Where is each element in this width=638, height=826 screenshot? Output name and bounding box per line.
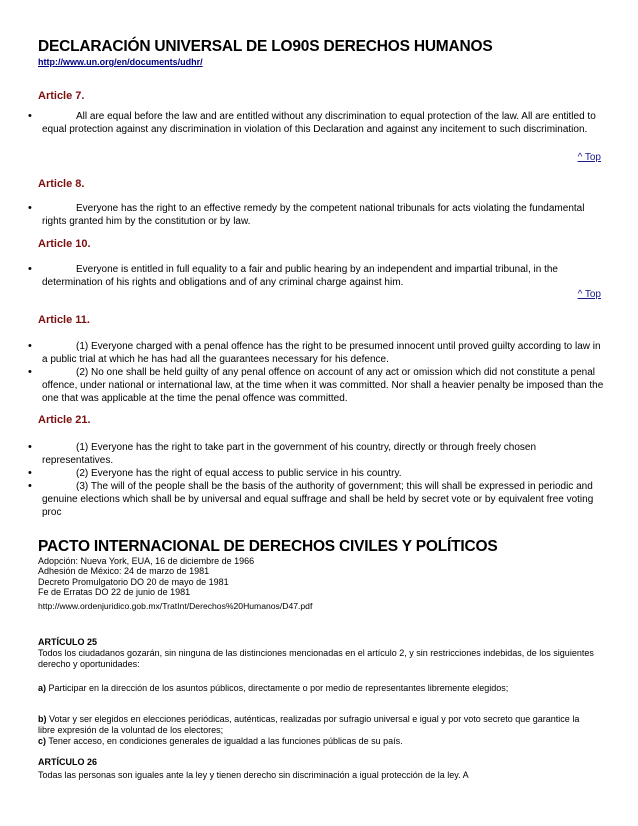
article-10-heading: Article 10.	[38, 238, 91, 250]
article-8-text: Everyone has the right to an effective remedy by the competent national tribunals for acts violating the fundamental rights granted him by the constitution or by law.	[42, 203, 585, 227]
pacto-title: PACTO INTERNACIONAL DE DERECHOS CIVILES Y POLÍTICOS	[38, 538, 498, 555]
pacto-url[interactable]: http://www.ordenjuridico.gob.mx/TratInt/Derechos%20Humanos/D47.pdf	[38, 601, 313, 611]
back-to-top-link[interactable]: ^ Top	[577, 152, 601, 163]
document-title: DECLARACIÓN UNIVERSAL DE LO90S DERECHOS HUMANOS	[38, 38, 493, 55]
bullet-icon: •	[28, 467, 32, 479]
articulo-25-intro: Todos los ciudadanos gozarán, sin ninguna de las distinciones mencionadas en el artículo 2, y sin restricciones indebidas, de los siguientes derecho y oportunidades:	[38, 648, 594, 669]
article-21-para-1: (1) Everyone has the right to take part in the government of his country, directly or through freely chosen representatives.	[42, 442, 537, 466]
article-11-heading: Article 11.	[38, 314, 90, 326]
udhr-link[interactable]: http://www.un.org/en/documents/udhr/	[38, 57, 203, 67]
articulo-26-text: Todas las personas son iguales ante la ley y tienen derecho sin discriminación a igual protección de la ley. A	[38, 770, 469, 780]
bullet-icon: •	[28, 366, 32, 378]
articulo-25-item-a: a) Participar en la dirección de los asuntos públicos, directamente o por medio de representantes libremente elegidos;	[38, 683, 509, 693]
pacto-metadata	[38, 556, 254, 598]
back-to-top-link[interactable]: ^ Top	[577, 289, 601, 300]
article-21-para-2: (2) Everyone has the right of equal access to public service in his country.	[76, 468, 402, 479]
article-21-heading: Article 21.	[38, 414, 91, 426]
article-11-para-1: (1) Everyone charged with a penal offence has the right to be presumed innocent until proved guilty according to law in a public trial at which he has had all the guarantees necessary for his defence.	[42, 341, 601, 365]
bullet-icon: •	[28, 263, 32, 275]
bullet-icon: •	[28, 340, 32, 352]
articulo-25-heading: ARTÍCULO 25	[38, 637, 98, 647]
errata-line: Fe de Erratas DO 22 de junio de 1981	[38, 587, 191, 598]
article-21-para-3: (3) The will of the people shall be the basis of the authority of government; this will shall be expressed in periodic and genuine elections which shall be by universal and equal suffrage and shall be held by secret vote or by equivalent free voting proc	[42, 481, 594, 518]
article-10-text: Everyone is entitled in full equality to a fair and public hearing by an independent and impartial tribunal, in the determination of his rights and obligations and of any criminal charge against him.	[42, 264, 558, 288]
article-11-para-2: (2) No one shall be held guilty of any penal offence on account of any act or omission which did not constitute a penal offence, under national or international law, at the time when it was committed. Nor shall a heavier penalty be imposed than the one that was applicable at the time the penal offence was committed.	[42, 367, 604, 404]
decree-line: Decreto Promulgatorio DO 20 de mayo de 1981	[38, 576, 229, 587]
bullet-icon: •	[28, 480, 32, 492]
bullet-icon: •	[28, 441, 32, 453]
adhesion-line: Adhesión de México: 24 de marzo de 1981	[38, 566, 210, 577]
articulo-25-item-b: b) Votar y ser elegidos en elecciones periódicas, auténticas, realizadas por sufragio universal e igual y por voto secreto que garantice la libre expresión de la voluntad de los electores;	[38, 714, 580, 735]
bullet-icon: •	[28, 202, 32, 214]
articulo-25-item-c: c) Tener acceso, en condiciones generales de igualdad a las funciones públicas de su país.	[38, 736, 403, 746]
article-8-heading: Article 8.	[38, 178, 85, 190]
bullet-icon: •	[28, 110, 32, 122]
article-7-heading: Article 7.	[38, 90, 85, 102]
articulo-26-heading: ARTÍCULO 26	[38, 757, 98, 767]
adoption-line: Adopción: Nueva York, EUA, 16 de diciembre de 1966	[38, 556, 255, 566]
article-7-text: All are equal before the law and are entitled without any discrimination to equal protection of the law. All are entitled to equal protection against any discrimination in violation of this Declaration and against any incitement to such discrimination.	[42, 111, 596, 135]
